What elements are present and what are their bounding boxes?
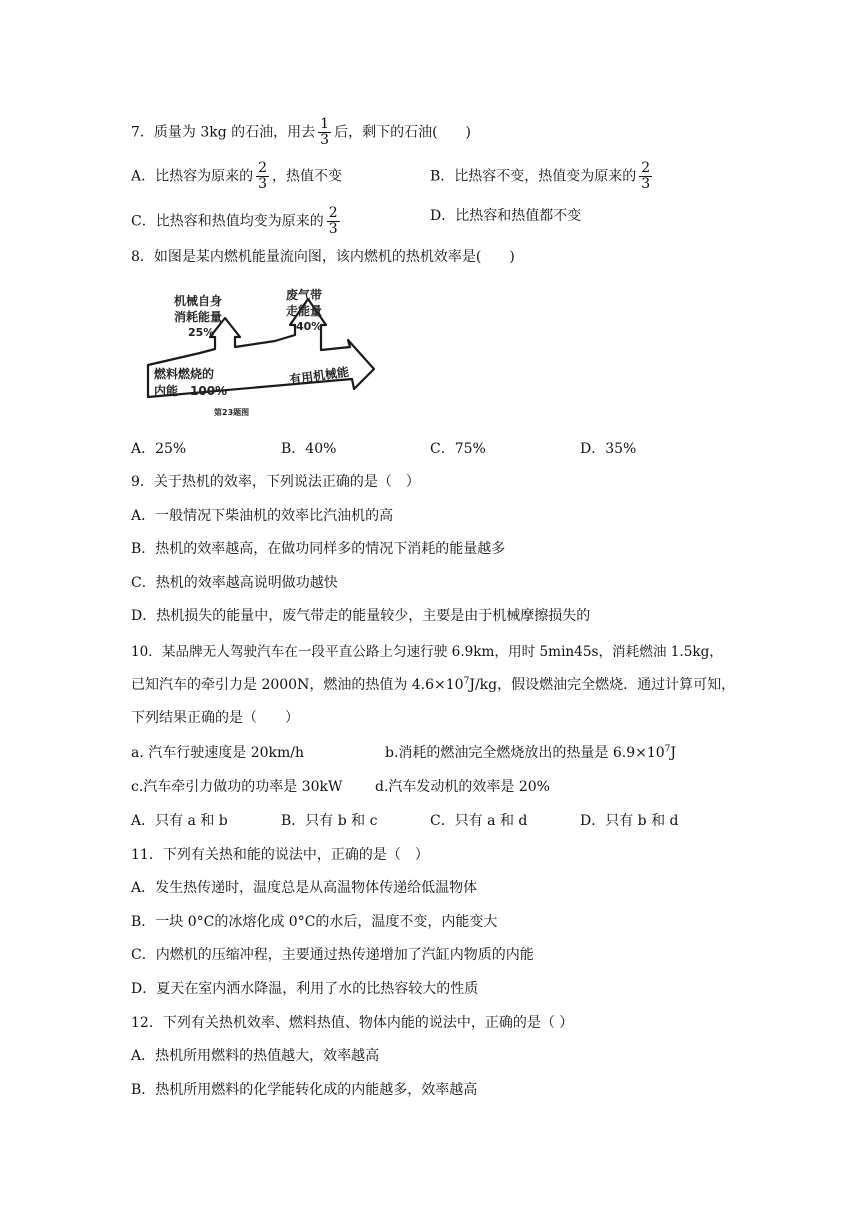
- q12-option-b: B．热机所用燃料的化学能转化成的内能越多，效率越高: [131, 1082, 478, 1098]
- q7-option-c-fraction: [327, 206, 340, 237]
- label-mech-loss-3: 25%: [188, 326, 215, 339]
- q7-option-a-text-b: ，热值不变: [272, 168, 343, 185]
- q10-line2-text-b: J/kg，假设燃油完全燃烧．通过计算可知，: [469, 677, 736, 693]
- q9-option-b: B．热机的效率越高，在做功同样多的情况下消耗的能量越多: [131, 541, 506, 557]
- q10-statement-a: a. 汽车行驶速度是 20km/h: [131, 745, 305, 761]
- q11-option-c: C．内燃机的压缩冲程，主要通过热传递增加了汽缸内物质的内能: [131, 947, 534, 963]
- q9-option-c: C．热机的效率越高说明做功越快: [131, 575, 338, 591]
- q7-stem: [131, 117, 471, 148]
- q10-option-c: C．只有 a 和 d: [430, 813, 528, 829]
- fraction-denominator: 3: [641, 176, 651, 192]
- q10-stem-line1: 10．某品牌无人驾驶汽车在一段平直公路上匀速行驶 6.9km，用时 5min45s，消耗燃油 1.5kg，: [131, 644, 723, 660]
- fraction-numerator: 2: [641, 160, 651, 176]
- q11-stem: 11．下列有关热和能的说法中，正确的是（ ）: [131, 847, 429, 863]
- q7-option-c-text: C．比热容和热值均变为原来的: [131, 213, 324, 230]
- fraction-numerator: 2: [328, 205, 338, 221]
- q10-statement-b: [385, 743, 676, 763]
- energy-flow-diagram: [140, 285, 380, 420]
- fraction-numerator: 1: [320, 116, 330, 132]
- q7-option-d: D．比热容和热值都不变: [430, 208, 582, 224]
- q8-stem: 8．如图是某内燃机能量流向图，该内燃机的热机效率是( ): [131, 249, 515, 265]
- q7-stem-text-b: 后，剩下的石油( ): [334, 124, 472, 141]
- fraction-numerator: 2: [258, 160, 268, 176]
- label-exhaust-3: 40%: [296, 320, 323, 333]
- q10-statement-b-exponent: 7: [664, 744, 671, 755]
- q10-option-b: B．只有 b 和 c: [281, 813, 378, 829]
- diagram-caption: 第23题图: [214, 408, 250, 417]
- q10-line2-text-a: 已知汽车的牵引力是 2000N，燃油的热值为 4.6×10: [131, 677, 464, 693]
- label-mech-loss-1: 机械自身: [174, 294, 223, 308]
- q7-option-b-fraction: [639, 161, 652, 192]
- q10-stem-line3: 下列结果正确的是（ ）: [131, 710, 299, 726]
- q7-option-a-text: A．比热容为原来的: [131, 168, 254, 185]
- q11-option-a: A．发生热传递时，温度总是从高温物体传递给低温物体: [131, 880, 478, 896]
- label-exhaust-1: 废气带: [286, 288, 323, 302]
- q10-statement-b-text: b.消耗的燃油完全燃烧放出的热量是 6.9×10: [385, 745, 665, 761]
- fraction-denominator: 3: [258, 176, 268, 192]
- q8-option-d: D．35%: [580, 441, 637, 457]
- q11-option-b: B．一块 0°C的冰熔化成 0°C的水后，温度不变，内能变大: [131, 914, 498, 930]
- q8-option-b: B．40%: [281, 441, 337, 457]
- q10-statement-d: d.汽车发动机的效率是 20%: [375, 779, 550, 795]
- label-mech-loss-2: 消耗能量: [174, 310, 223, 324]
- q7-option-b-text: B．比热容不变，热值变为原来的: [430, 168, 637, 185]
- q10-statement-c: c.汽车牵引力做功的功率是 30kW: [131, 779, 343, 795]
- q9-option-d: D．热机损失的能量中，废气带走的能量较少，主要是由于机械摩擦损失的: [131, 608, 591, 624]
- q10-statement-b-unit: J: [670, 745, 677, 761]
- q8-option-a: A．25%: [131, 441, 187, 457]
- q7-stem-fraction: [318, 117, 331, 148]
- q12-option-a: A．热机所用燃料的热值越大，效率越高: [131, 1048, 380, 1064]
- fraction-denominator: 3: [328, 221, 338, 237]
- q10-line2-exponent: 7: [463, 676, 470, 687]
- fraction-denominator: 3: [320, 132, 330, 148]
- q10-option-d: D．只有 b 和 d: [580, 813, 679, 829]
- q12-stem: 12．下列有关热机效率、燃料热值、物体内能的说法中，正确的是（ ）: [131, 1015, 574, 1031]
- q8-option-c: C．75%: [430, 441, 486, 457]
- label-exhaust-2: 走能量: [286, 304, 323, 318]
- q7-option-b: [430, 161, 655, 192]
- q7-option-a-fraction: [256, 161, 269, 192]
- q7-stem-text-a: 7．质量为 3kg 的石油，用去: [131, 124, 316, 141]
- label-fuel-2: 内能 100%: [154, 384, 228, 398]
- q7-option-c: [131, 206, 343, 237]
- label-useful: 有用机械能: [288, 364, 350, 387]
- q9-stem: 9．关于热机的效率，下列说法正确的是（ ）: [131, 474, 420, 490]
- label-fuel-1: 燃料燃烧的: [154, 367, 215, 381]
- q10-option-a: A．只有 a 和 b: [131, 813, 228, 829]
- q10-stem-line2: [131, 675, 735, 695]
- q11-option-d: D．夏天在室内洒水降温，利用了水的比热容较大的性质: [131, 981, 479, 997]
- q7-option-a: [131, 161, 342, 192]
- q9-option-a: A．一般情况下柴油机的效率比汽油机的高: [131, 508, 394, 524]
